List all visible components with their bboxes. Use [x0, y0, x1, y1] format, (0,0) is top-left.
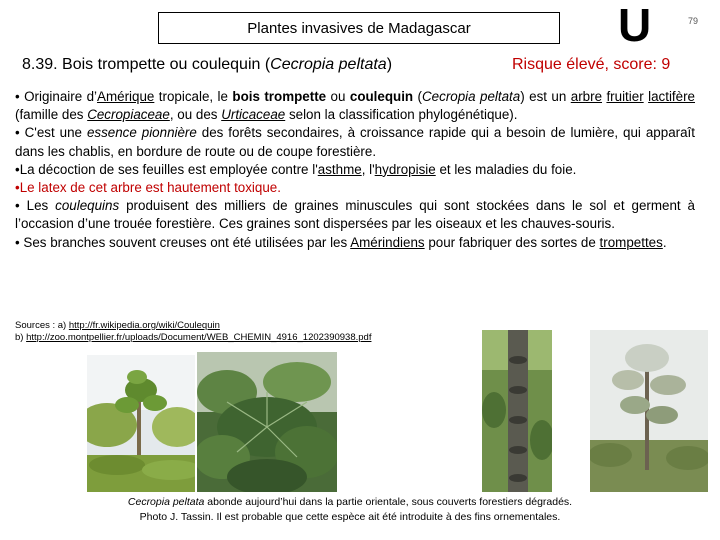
source-link-wikipedia[interactable]: http://fr.wikipedia.org/wiki/Coulequin — [68, 320, 220, 331]
source-b — [15, 332, 495, 344]
text: • Originaire d’ — [15, 89, 98, 104]
italic-coulequins: coulequins — [55, 198, 120, 214]
text: ) est un — [520, 89, 571, 104]
slide-title: Plantes invasives de Madagascar — [247, 19, 471, 37]
caption-line-1 — [60, 495, 640, 510]
photo-tree-field — [87, 355, 195, 492]
link-arbre[interactable]: arbre — [570, 89, 603, 104]
text: pour fabriquer des sortes de — [424, 234, 600, 250]
text: Sources : a) — [15, 320, 69, 331]
bullet-pioneer — [15, 124, 695, 160]
text: ( — [413, 89, 422, 104]
link-amerindiens[interactable]: Amérindiens — [350, 234, 425, 250]
text: tropicale, le — [154, 89, 233, 104]
text: et les maladies du foie. — [435, 161, 577, 177]
bullet-seeds — [15, 197, 695, 233]
text: (famille des — [15, 107, 88, 123]
bullet-trumpets — [15, 234, 695, 252]
species-name: Bois trompette ou coulequin — [62, 56, 261, 73]
text: • Les — [15, 198, 56, 214]
source-link-zoo-pdf[interactable]: http://zoo.montpellier.fr/uploads/Document/WEB_CHEMIN_4916_1202390938.pdf — [26, 332, 372, 343]
species-number: 8.39. — [22, 56, 58, 73]
trunk-image — [482, 330, 552, 492]
bold-bois-trompette: bois trompette — [232, 89, 327, 104]
link-urticaceae[interactable]: Urticaceae — [221, 107, 286, 123]
photo-trunk — [482, 330, 552, 492]
link-amerique[interactable]: Amérique — [97, 89, 155, 104]
photo-tall-tree — [590, 330, 708, 492]
text: • C'est une — [15, 125, 87, 141]
text: b) — [15, 332, 27, 343]
sources — [15, 320, 495, 344]
bullet-origin — [15, 88, 695, 124]
link-fruitier[interactable]: fruitier — [606, 89, 644, 104]
photo-caption — [60, 495, 640, 525]
category-letter: U — [618, 0, 652, 51]
italic-essence-pionniere: essence pionnière — [86, 125, 197, 141]
description-body — [15, 88, 695, 252]
slide-title-box — [158, 12, 560, 44]
link-hydropisie[interactable]: hydropisie — [374, 161, 436, 177]
leaves-image — [197, 352, 337, 492]
caption-scientific-name: Cecropia peltata — [127, 496, 205, 508]
link-lactifere[interactable]: lactifère — [648, 89, 695, 104]
bullet-toxic-latex: •Le latex de cet arbre est hautement toxique. — [15, 180, 281, 196]
page-number: 79 — [688, 16, 699, 26]
tree-field-image — [87, 355, 195, 492]
species-scientific-name: Cecropia peltata — [270, 56, 387, 73]
link-trompettes[interactable]: trompettes — [599, 234, 663, 250]
text: • Ses branches souvent creuses ont été utilisées par les — [15, 234, 351, 250]
link-cecropiaceae[interactable]: Cecropiaceae — [87, 107, 170, 123]
link-asthme[interactable]: asthme — [317, 161, 362, 177]
species-heading: 8.39. Bois trompette ou coulequin (Cecropia peltata) — [22, 56, 393, 73]
risk-score: Risque élevé, score: 9 — [512, 56, 671, 73]
bold-coulequin: coulequin — [349, 89, 414, 104]
text: •La décoction de ses feuilles est employée contre l' — [15, 161, 318, 177]
text: . — [662, 234, 667, 250]
text: des forêts secondaires, à croissance rapide qui a besoin de lumière, qui apparaît dans les chablis, en bordure de route ou de coupe forestière. — [15, 125, 695, 159]
photo-leaves — [197, 352, 337, 492]
scientific-name-inline: Cecropia peltata — [422, 89, 521, 104]
text: selon la classification phylogénétique). — [285, 107, 518, 123]
text: produisent des milliers de graines minuscules qui sont stockées dans le sol et germent à l’occasion d’une trouée forestière. Ces graines sont dispersées par les oiseaux et les chauves-souris. — [15, 198, 696, 232]
text: abonde aujourd’hui dans la partie orientale, sous couverts forestiers dégradés. — [204, 496, 573, 508]
source-a — [15, 320, 495, 332]
caption-line-2: Photo J. Tassin. Il est probable que cette espèce ait été introduite à des fins ornementales. — [139, 511, 561, 523]
bullet-decoction — [15, 161, 695, 179]
tall-tree-image — [590, 330, 708, 492]
text: ou — [326, 89, 350, 104]
text: , l' — [361, 161, 375, 177]
text: , ou des — [169, 107, 222, 123]
